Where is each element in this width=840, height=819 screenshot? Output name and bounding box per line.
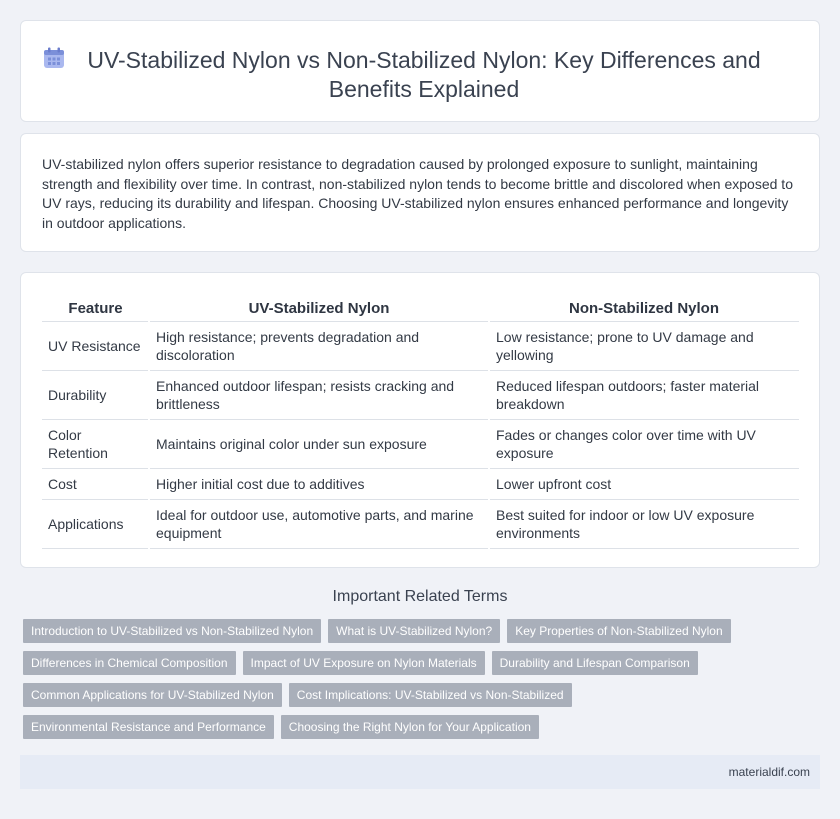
- table-cell-non-stabilized: Fades or changes color over time with UV exposure: [489, 419, 799, 468]
- table-row: [42, 499, 799, 548]
- intro-card: [20, 133, 820, 252]
- table-row: [42, 321, 799, 370]
- table-cell-uv-stabilized: Ideal for outdoor use, automotive parts, and marine equipment: [149, 499, 489, 548]
- table-cell-non-stabilized: Low resistance; prone to UV damage and yellowing: [489, 321, 799, 370]
- related-term-chip[interactable]: Durability and Lifespan Comparison: [492, 651, 698, 675]
- related-term-chip[interactable]: Common Applications for UV-Stabilized Nylon: [23, 683, 282, 707]
- chip-row: [23, 715, 803, 739]
- column-header-uv-stabilized: UV-Stabilized Nylon: [149, 296, 489, 321]
- table-header-row: [42, 296, 799, 321]
- table-cell-uv-stabilized: Enhanced outdoor lifespan; resists cracking and brittleness: [149, 370, 489, 419]
- related-term-chip[interactable]: Differences in Chemical Composition: [23, 651, 236, 675]
- table-cell-uv-stabilized: Maintains original color under sun exposure: [149, 419, 489, 468]
- intro-paragraph: UV-stabilized nylon offers superior resistance to degradation caused by prolonged exposure to sunlight, maintaining strength and flexibility over time. In contrast, non-stabilized nylon tends to become brittle and discolored when exposed to UV rays, reducing its durability and lifespan. Choosing UV-stabilized nylon ensures enhanced performance and longevity in outdoor applications.: [42, 156, 793, 231]
- table-cell-uv-stabilized: Higher initial cost due to additives: [149, 468, 489, 499]
- table-cell-feature: UV Resistance: [42, 321, 149, 370]
- table-cell-uv-stabilized: High resistance; prevents degradation and discoloration: [149, 321, 489, 370]
- table-cell-non-stabilized: Best suited for indoor or low UV exposure environments: [489, 499, 799, 548]
- table-row: [42, 419, 799, 468]
- related-term-chip[interactable]: Environmental Resistance and Performance: [23, 715, 274, 739]
- related-terms-heading: Important Related Terms: [332, 588, 508, 605]
- related-term-chip[interactable]: What is UV-Stabilized Nylon?: [328, 619, 500, 643]
- comparison-table: [42, 296, 799, 549]
- related-terms-list: [23, 619, 803, 747]
- related-term-chip[interactable]: Choosing the Right Nylon for Your Application: [281, 715, 539, 739]
- table-cell-feature: Durability: [42, 370, 149, 419]
- table-cell-non-stabilized: Lower upfront cost: [489, 468, 799, 499]
- table-cell-feature: Applications: [42, 499, 149, 548]
- related-term-chip[interactable]: Impact of UV Exposure on Nylon Materials: [243, 651, 485, 675]
- comparison-card: [20, 272, 820, 568]
- chip-row: [23, 619, 803, 643]
- table-cell-non-stabilized: Reduced lifespan outdoors; faster material breakdown: [489, 370, 799, 419]
- chip-row: [23, 651, 803, 675]
- chip-row: [23, 683, 803, 707]
- footer: [20, 755, 820, 789]
- table-row: [42, 370, 799, 419]
- footer-site-link[interactable]: materialdif.com: [728, 765, 810, 779]
- table-cell-feature: Color Retention: [42, 419, 149, 468]
- page-title: UV-Stabilized Nylon vs Non-Stabilized Nylon: Key Differences and Benefits Explained: [87, 47, 761, 102]
- table-row: [42, 468, 799, 499]
- column-header-feature: Feature: [42, 296, 149, 321]
- table-cell-feature: Cost: [42, 468, 149, 499]
- related-term-chip[interactable]: Cost Implications: UV-Stabilized vs Non-Stabilized: [289, 683, 572, 707]
- header-card: [20, 20, 820, 122]
- related-term-chip[interactable]: Introduction to UV-Stabilized vs Non-Stabilized Nylon: [23, 619, 321, 643]
- column-header-non-stabilized: Non-Stabilized Nylon: [489, 296, 799, 321]
- related-term-chip[interactable]: Key Properties of Non-Stabilized Nylon: [507, 619, 730, 643]
